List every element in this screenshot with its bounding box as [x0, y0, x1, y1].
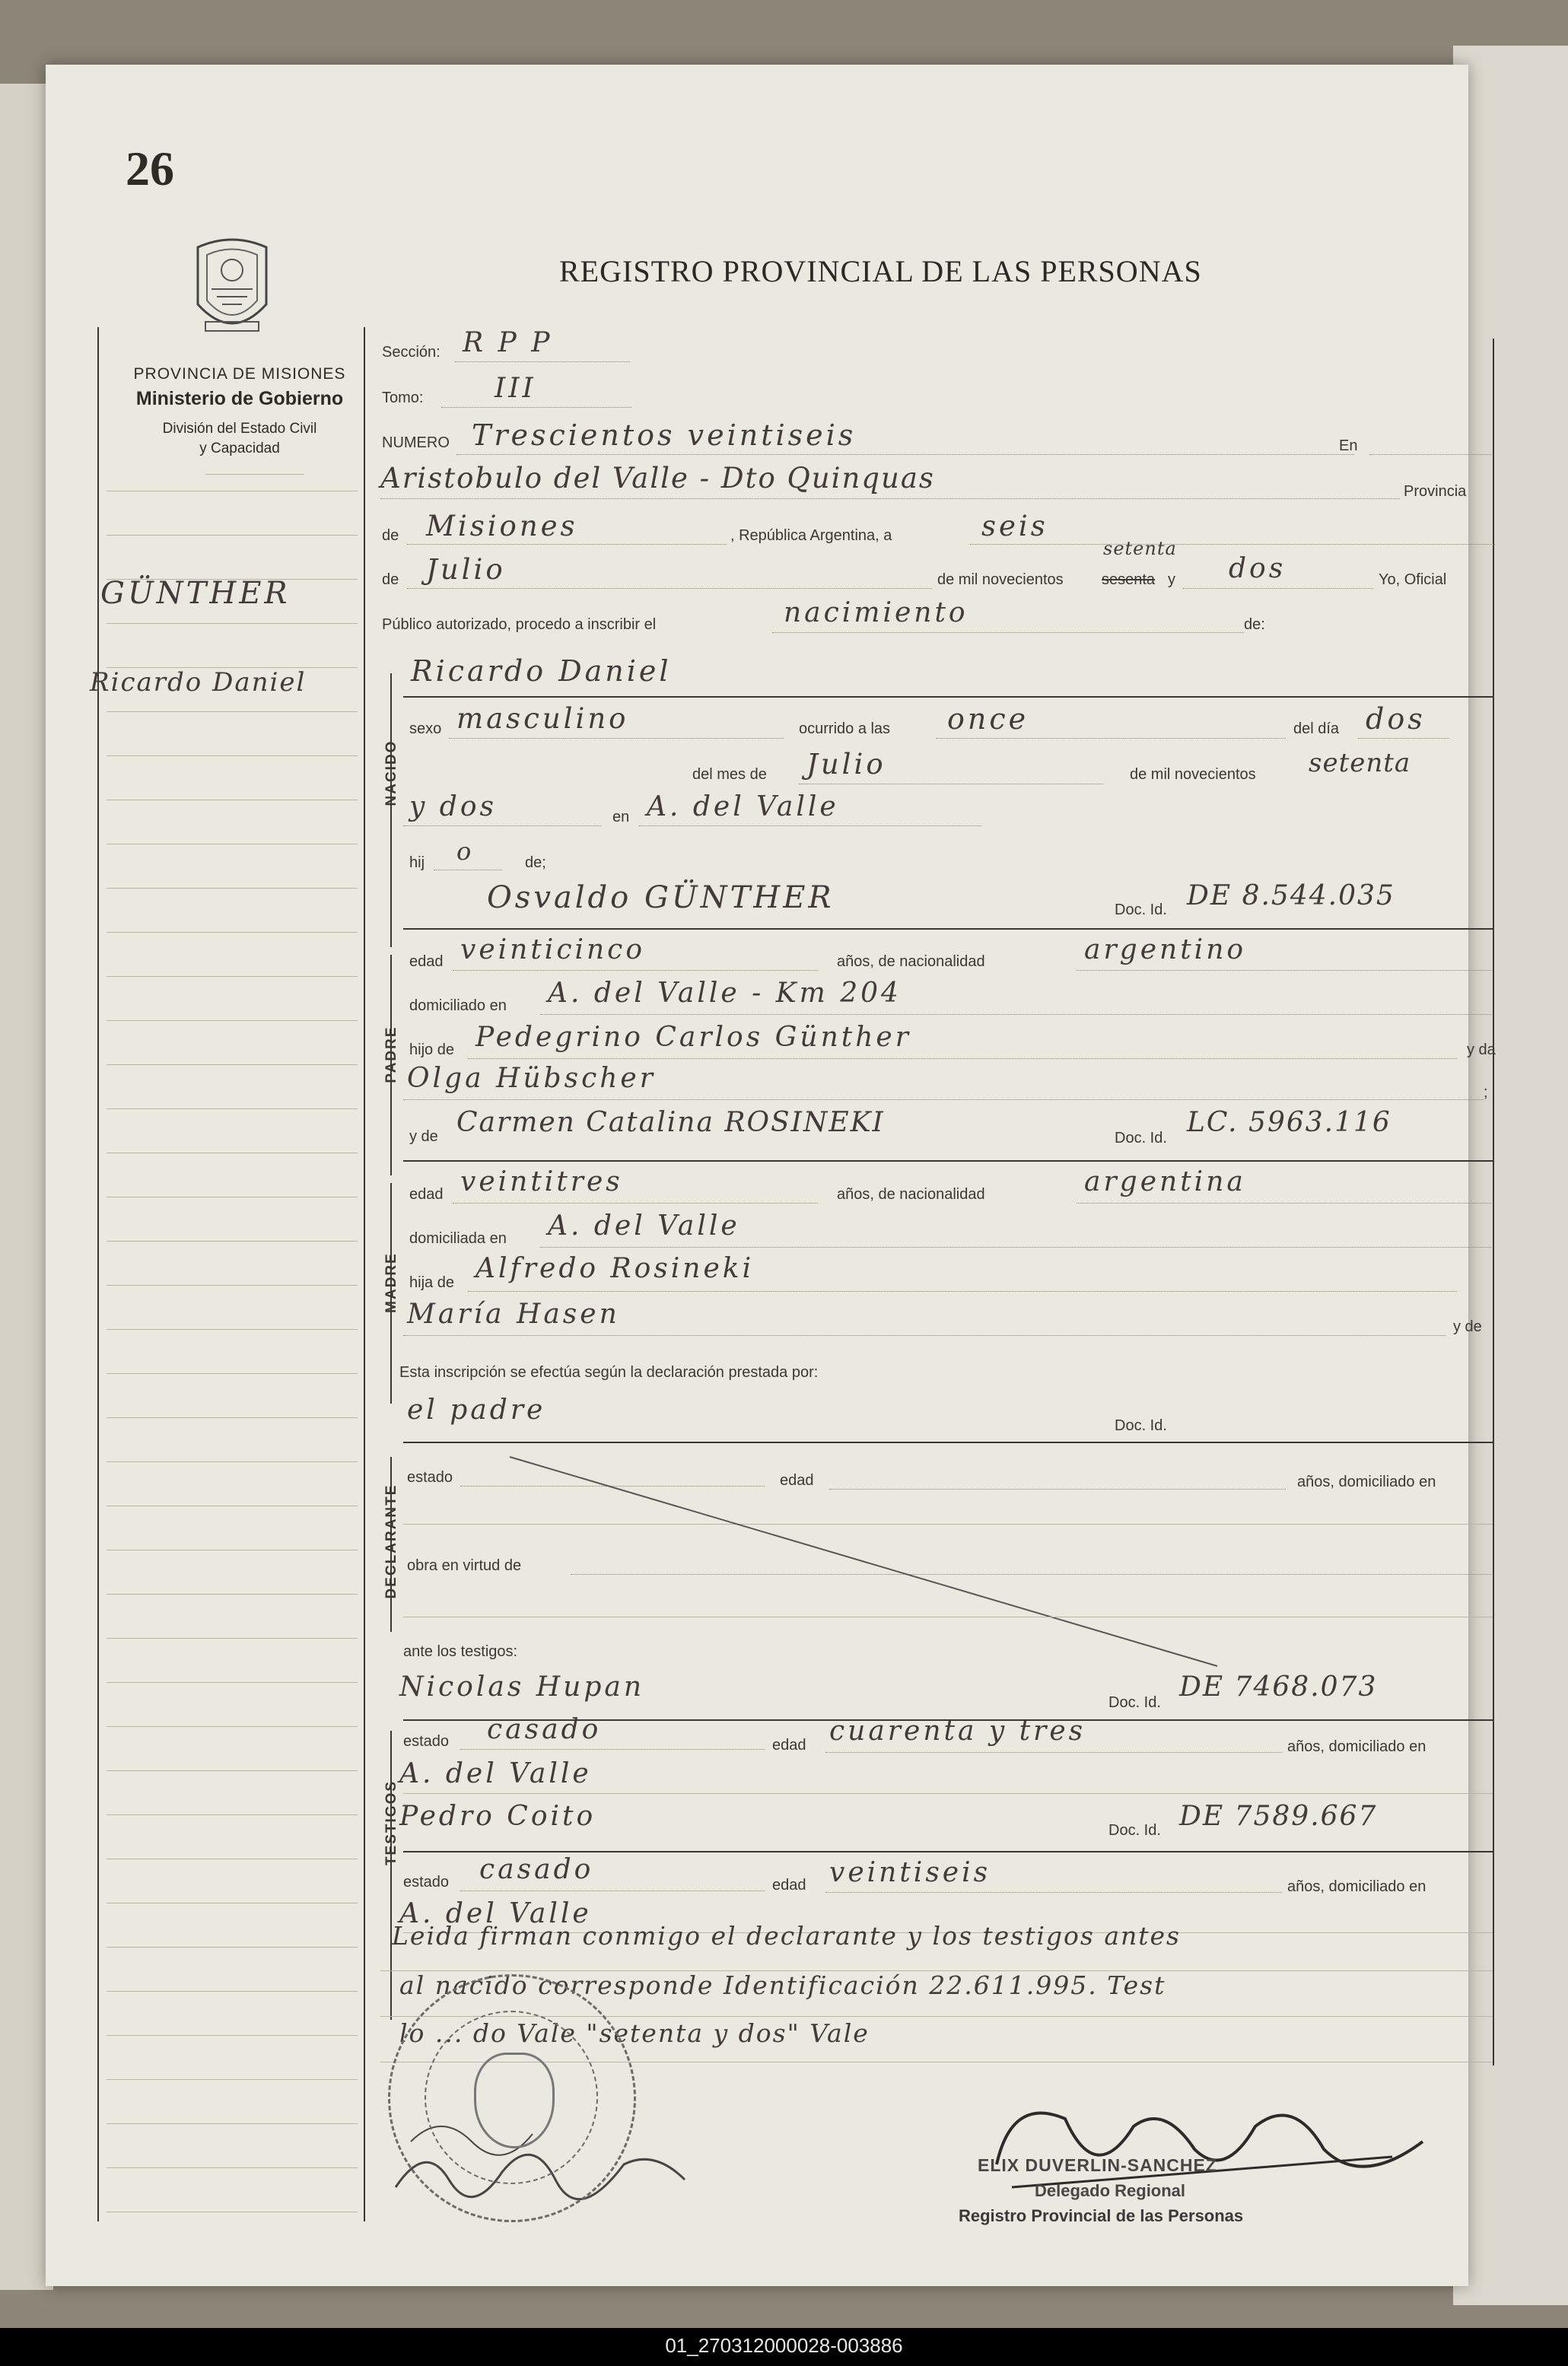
sexo-value: masculino	[456, 702, 629, 735]
y-label: y	[1168, 571, 1175, 588]
section-rule	[403, 1442, 1493, 1443]
margin-ruled-line	[107, 1461, 358, 1462]
edad-label-5: edad	[772, 1877, 806, 1894]
section-label-nacido: NACIDO	[383, 739, 399, 806]
yo-oficial-label: Yo, Oficial	[1379, 571, 1447, 588]
de-label: de	[382, 527, 399, 544]
padre-madre-value: Olga Hübscher	[407, 1063, 656, 1094]
hijo-de-label: hijo de	[409, 1041, 454, 1058]
margin-ruled-line	[107, 1814, 358, 1815]
dotted-line	[1183, 588, 1373, 589]
dotted-line	[455, 361, 630, 362]
madre-padre-value: Alfredo Rosineki	[475, 1253, 755, 1284]
dotted-line	[407, 544, 727, 545]
anio-dos-value: dos	[1229, 553, 1287, 584]
estado-label: estado	[407, 1469, 453, 1486]
ministry-label: Ministerio de Gobierno	[135, 388, 344, 409]
lugar-nac-value: A. del Valle	[647, 791, 839, 822]
numero-value: Trescientos veintiseis	[472, 418, 857, 452]
margin-ruled-line	[107, 1108, 358, 1109]
doc-id-label-5: Doc. Id.	[1108, 1822, 1161, 1839]
division-label: División del Estado Civil	[162, 421, 317, 437]
dotted-line	[453, 1203, 818, 1204]
en-label: En	[1339, 437, 1358, 454]
anos-domiciliado-label: años, domiciliado en	[1297, 1474, 1436, 1490]
registrar-name: ELIX DUVERLIN-SANCHEZ	[978, 2155, 1217, 2175]
madre-doc-value: LC. 5963.116	[1187, 1107, 1391, 1138]
y-de-label-2: y de	[1453, 1318, 1482, 1335]
de-mil-nac-label: de mil novecientos	[1130, 766, 1256, 783]
dotted-line	[403, 825, 601, 826]
edad-label-4: edad	[772, 1737, 806, 1754]
hij-label: hij	[409, 854, 425, 871]
image-caption: 01_270312000028-003886	[665, 2334, 903, 2357]
madre-edad-value: veintitres	[460, 1166, 623, 1197]
section-rule	[403, 696, 1493, 698]
margin-ruled-line	[107, 1373, 358, 1374]
section-label-declarante: DECLARANTE	[383, 1484, 399, 1599]
dotted-line	[380, 498, 1400, 499]
padre-edad-value: veinticinco	[460, 934, 646, 965]
ocurrido-label: ocurrido a las	[799, 720, 891, 737]
anos-nac-label: años, de nacionalidad	[837, 953, 985, 970]
dia-value: seis	[981, 510, 1048, 542]
provincia-label: Provincia	[1404, 483, 1467, 500]
del-mes-label: del mes de	[692, 766, 767, 783]
del-dia-label: del día	[1293, 720, 1340, 737]
edad-label-3: edad	[780, 1472, 814, 1489]
registrar-office: Registro Provincial de las Personas	[959, 2206, 1244, 2225]
anos-nac-label-2: años, de nacionalidad	[837, 1186, 985, 1203]
section-rule	[403, 1851, 1493, 1852]
margin-ruled-line	[107, 1064, 358, 1065]
page-number: 26	[126, 142, 174, 196]
section-rule	[403, 928, 1493, 930]
hija-de-label: hija de	[409, 1274, 454, 1291]
margin-lines	[99, 65, 364, 2271]
en-short-label: en	[612, 809, 630, 825]
y-da-label: y da	[1467, 1041, 1496, 1058]
y-de-label: y de	[409, 1128, 438, 1145]
margin-given-names: Ricardo Daniel	[90, 667, 307, 698]
doc-id-label-4: Doc. Id.	[1108, 1694, 1161, 1711]
anos-domiciliado-label-3: años, domiciliado en	[1287, 1878, 1426, 1895]
anio-correction: setenta	[1103, 538, 1177, 559]
estado-label-2: estado	[403, 1733, 450, 1750]
margin-ruled-line	[107, 2079, 358, 2080]
madre-dom-value: A. del Valle	[548, 1210, 740, 1242]
dotted-line	[456, 454, 1354, 455]
margin-ruled-line	[107, 888, 358, 889]
provincia-value: Misiones	[426, 510, 578, 542]
semicolon-label: ;	[1484, 1084, 1488, 1101]
section-rule	[403, 1160, 1493, 1162]
dotted-line	[403, 1335, 1446, 1336]
dotted-line	[453, 970, 818, 971]
dotted-line	[825, 1892, 1282, 1893]
dotted-line	[1077, 970, 1491, 971]
testigo2-value: Pedro Coito	[399, 1801, 596, 1832]
margin-ruled-line	[107, 1726, 358, 1727]
publico-label: Público autorizado, procedo a inscribir el	[382, 616, 657, 633]
section-label-madre: MADRE	[383, 1252, 399, 1313]
margin-ruled-line	[107, 1638, 358, 1639]
hora-value: once	[947, 702, 1029, 736]
adjacent-page	[1453, 46, 1568, 2305]
page-title: REGISTRO PROVINCIAL DE LAS PERSONAS	[559, 254, 1202, 288]
dotted-line	[403, 1099, 1484, 1100]
ante-testigos-label: ante los testigos:	[403, 1643, 518, 1660]
domiciliado-label: domiciliado en	[409, 997, 507, 1014]
mes-nac-value: Julio	[806, 748, 886, 781]
margin-ruled-line	[107, 976, 358, 977]
margin-ruled-line	[107, 711, 358, 712]
dotted-line	[639, 825, 981, 826]
seccion-value: R P P	[463, 327, 553, 358]
margin-ruled-line	[107, 623, 358, 624]
margin-ruled-line	[107, 755, 358, 756]
dotted-line	[1369, 454, 1491, 455]
registrar-signature	[966, 2073, 1453, 2225]
division-label-2: y Capacidad	[199, 440, 280, 456]
place-value: Aristobulo del Valle - Dto Quinquas	[380, 462, 935, 495]
section-label-padre: PADRE	[383, 1026, 399, 1083]
republica-label: , República Argentina, a	[730, 527, 892, 544]
dotted-line	[1358, 738, 1449, 739]
edad-label-2: edad	[409, 1186, 444, 1203]
madre-nombre-value: Carmen Catalina ROSINEKI	[456, 1107, 885, 1138]
hij-suffix-value: o	[456, 837, 475, 866]
frame-right-rule	[1493, 339, 1494, 2065]
note-line-2: al nacido corresponde Identificación 22.611.995. Test	[399, 1970, 1166, 2000]
padre-dom-value: A. del Valle - Km 204	[548, 978, 902, 1009]
testigo1-dom-value: A. del Valle	[399, 1758, 592, 1789]
testigo2-edad-value: veintiseis	[829, 1857, 991, 1888]
padre-padre-value: Pedegrino Carlos Günther	[475, 1022, 911, 1053]
margin-ruled-line	[107, 1020, 358, 1021]
margin-ruled-line	[107, 2123, 358, 2124]
dotted-line	[449, 738, 784, 739]
margin-ruled-line	[107, 1329, 358, 1330]
sexo-label: sexo	[409, 720, 442, 737]
de-mil-label: de mil novecientos	[937, 571, 1064, 588]
testigo1-edad-value: cuarenta y tres	[829, 1716, 1086, 1747]
doc-id-label-2: Doc. Id.	[1115, 1130, 1167, 1146]
nombre-value: Ricardo Daniel	[411, 654, 672, 688]
testigo2-doc-value: DE 7589.667	[1179, 1801, 1378, 1832]
padre-doc-value: DE 8.544.035	[1187, 880, 1395, 911]
province-label: PROVINCIA DE MISIONES	[133, 365, 346, 383]
register-page	[46, 65, 1496, 2286]
margin-ruled-line	[107, 932, 358, 933]
testigo2-dom-value: A. del Valle	[399, 1898, 592, 1929]
de-label-2: de	[382, 571, 399, 588]
declaracion-label: Esta inscripción se efectúa según la declaración prestada por:	[399, 1364, 819, 1381]
dotted-line	[468, 1058, 1457, 1059]
anio-struck: sesenta	[1102, 571, 1156, 588]
edad-label: edad	[409, 953, 444, 970]
anio-nac2-value: y dos	[409, 791, 497, 822]
testigo2-estado-value: casado	[479, 1854, 594, 1885]
official-seal-icon	[388, 1974, 636, 2222]
de-colon-label: de:	[1244, 616, 1265, 633]
margin-ruled-line	[107, 535, 358, 536]
divider	[403, 1793, 1493, 1794]
tomo-label: Tomo:	[382, 390, 424, 406]
testigo1-estado-value: casado	[487, 1714, 602, 1745]
margin-ruled-line	[107, 1947, 358, 1948]
acto-value: nacimiento	[784, 597, 968, 628]
doc-id-label-3: Doc. Id.	[1115, 1417, 1167, 1434]
dotted-line	[407, 588, 932, 589]
dotted-line	[460, 1749, 765, 1750]
domiciliada-label: domiciliada en	[409, 1230, 507, 1247]
margin-ruled-line	[107, 1594, 358, 1595]
margin-ruled-line	[107, 1682, 358, 1683]
madre-madre-value: María Hasen	[407, 1299, 620, 1330]
margin-ruled-line	[107, 1991, 358, 1992]
note-line-1: Leida firman conmigo el declarante y los testigos antes	[392, 1921, 1181, 1951]
margin-ruled-line	[107, 1285, 358, 1286]
declarante-value: el padre	[407, 1394, 546, 1426]
margin-ruled-line	[107, 2167, 358, 2168]
dotted-line	[970, 544, 1495, 545]
dotted-line	[772, 632, 1244, 633]
numero-label: NUMERO	[382, 434, 450, 451]
margin-ruled-line	[107, 1417, 358, 1418]
testigo1-doc-value: DE 7468.073	[1179, 1671, 1378, 1703]
padre-nombre-value: Osvaldo GÜNTHER	[487, 880, 835, 915]
note-line-3: lo ... do Vale "setenta y dos" Vale	[399, 2018, 870, 2048]
dia-nac-value: dos	[1366, 702, 1426, 736]
margin-surname: GÜNTHER	[100, 576, 291, 611]
cancellation-stroke	[502, 1449, 1225, 1678]
padre-nac-value: argentino	[1084, 934, 1247, 965]
seccion-label: Sección:	[382, 344, 441, 361]
madre-nac-value: argentina	[1084, 1166, 1246, 1197]
dotted-line	[468, 1291, 1457, 1292]
tomo-value: III	[495, 373, 536, 404]
section-label-testigos: TESTIGOS	[383, 1779, 399, 1866]
dotted-line	[540, 1014, 1491, 1015]
dotted-line	[540, 1247, 1491, 1248]
estado-label-3: estado	[403, 1874, 450, 1891]
doc-id-label: Doc. Id.	[1115, 902, 1167, 918]
dotted-line	[936, 738, 1286, 739]
margin-right-rule	[364, 327, 365, 2221]
anos-domiciliado-label-2: años, domiciliado en	[1287, 1738, 1426, 1755]
testigo1-value: Nicolas Hupan	[399, 1671, 645, 1703]
margin-ruled-line	[107, 1241, 358, 1242]
de-semicolon-label: de;	[525, 854, 546, 871]
dotted-line	[441, 407, 631, 408]
margin-ruled-line	[107, 2035, 358, 2036]
dotted-line	[825, 1752, 1282, 1753]
margin-ruled-line	[107, 1770, 358, 1771]
dotted-line	[1077, 1203, 1491, 1204]
anio-nac-value: setenta	[1309, 748, 1411, 778]
registrar-role: Delegado Regional	[1035, 2181, 1186, 2200]
mes-value: Julio	[426, 553, 506, 586]
obra-label: obra en virtud de	[407, 1557, 522, 1574]
